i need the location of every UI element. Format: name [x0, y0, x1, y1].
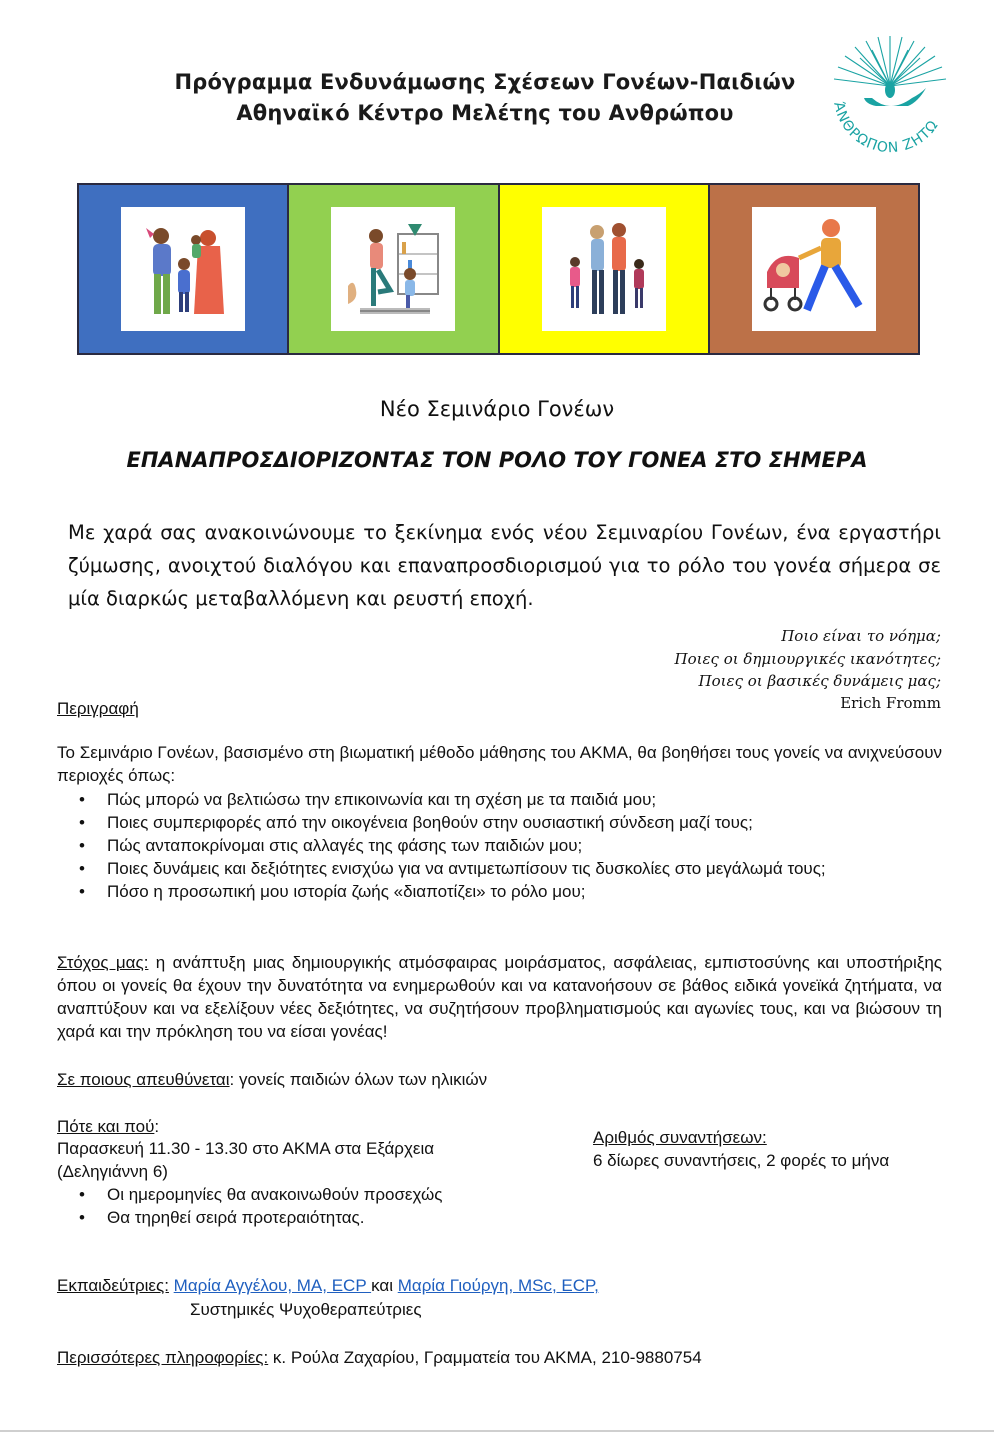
schedule-line: Παρασκευή 11.30 - 13.30 στο ΑΚΜΑ στα Εξάρχεια: [57, 1139, 435, 1158]
banner-tile-brown: [710, 185, 918, 353]
quote-line-2: Ποιες οι δημιουργικές ικανότητες;: [674, 650, 941, 668]
meetings-heading: Αριθμός συναντήσεων:: [593, 1128, 767, 1147]
list-item: • Πώς μπορώ να βελτιώσω την επικοινωνία και τη σχέση με τα παιδιά μου;: [57, 788, 942, 811]
description-text: Το Σεμινάριο Γονέων, βασισμένο στη βιωματική μέθοδο μάθησης του ΑΚΜΑ, θα βοηθήσει τους γονείς να ανιχνεύσουν περιοχές όπως:: [57, 743, 942, 785]
image-banner: [77, 183, 920, 355]
when-where-heading-line: [57, 1115, 159, 1138]
organization-name: Αθηναϊκό Κέντρο Μελέτης του Ανθρώπου: [236, 101, 734, 125]
banner-tile-green: [289, 185, 499, 353]
address-line: (Δεληγιάννη 6): [57, 1162, 168, 1181]
goal-text: η ανάπτυξη μιας δημιουργικής ατμόσφαιρας μοιράσματος, ασφάλειας, εμπιστοσύνης και υποστήριξης όπου οι γονείς θα έχουν την δυνατότητα να ενημερωθούν και να κατανοήσουν σε βάθος ειδικά γονεϊκά ζητήματα, να αναπτύξουν και να εξελίξουν νέες δεξιότητες, να συζητήσουν προβληματισμούς και αγωνίες τους, και να βιώσουν τη χαρά και την πρόκληση του να είσαι γονέας!: [57, 953, 942, 1041]
parent-child-yoga-illustration-icon: [331, 207, 455, 331]
goal-paragraph: [57, 951, 942, 1043]
goal-heading: Στόχος μας:: [57, 953, 149, 972]
contact-heading: Περισσότερες πληροφορίες:: [57, 1348, 269, 1367]
description-bullet-list: [57, 788, 942, 903]
list-item: • Πώς ανταποκρίνομαι στις αλλαγές της φάσης των παιδιών μου;: [57, 834, 942, 857]
description-heading: Περιγραφή: [57, 699, 139, 718]
quote-author: Erich Fromm: [840, 694, 941, 712]
lamp-logo-icon: [820, 28, 960, 158]
meetings-text: 6 δίωρες συναντήσεις, 2 φορές το μήνα: [593, 1151, 890, 1170]
family-hug-illustration-icon: [121, 207, 245, 331]
list-item: • Ποιες συμπεριφορές από την οικογένεια βοηθούν στην ουσιαστική σύνδεση μαζί τους;: [57, 811, 942, 834]
banner-tile-blue: [79, 185, 289, 353]
list-item: • Ποιες δυνάμεις και δεξιότητες ενισχύω για να αντιμετωπίσουν τις δυσκολίες στο μεγάλωμά τους;: [57, 857, 942, 880]
quote-line-3: Ποιες οι βασικές δυνάμεις μας;: [698, 672, 941, 690]
trainers-role: Συστημικές Ψυχοθεραπεύτριες: [190, 1300, 422, 1319]
father-stroller-illustration-icon: [752, 207, 876, 331]
schedule-bullet-list: [57, 1183, 537, 1229]
when-where-colon: :: [154, 1117, 160, 1136]
contact-line: [57, 1346, 702, 1369]
banner-tile-yellow: [500, 185, 710, 353]
trainers-line: [57, 1274, 599, 1297]
logo-motto: ΆΝΘΡΩΠΟΝ ΖΗΤΩ: [830, 100, 942, 157]
trainer-link-2[interactable]: Μαρία Γιούργη, MSc, ECP,: [397, 1276, 599, 1295]
contact-text: κ. Ρούλα Ζαχαρίου, Γραμματεία του ΑΚΜΑ, 210-9880754: [268, 1348, 702, 1367]
trainer-link-1[interactable]: Μαρία Αγγέλου, ΜΑ, ECP: [173, 1276, 372, 1295]
intro-paragraph: Με χαρά σας ανακοινώνουμε το ξεκίνημα ενός νέου Σεμιναρίου Γονέων, ένα εργαστήρι ζύμωσης, ανοιχτού διαλόγου και επαναπροσδιορισμού για το ρόλο του γονέα σήμερα σε μία διαρκώς μεταβαλλόμενη και ρευστή εποχή.: [68, 521, 941, 610]
audience-heading: Σε ποιους απευθύνεται: [57, 1070, 230, 1089]
list-item: • Πόσο η προσωπική μου ιστορία ζωής «διαποτίζει» το ρόλο μου;: [57, 880, 942, 903]
seminar-title: ΕΠΑΝΑΠΡΟΣΔΙΟΡΙΖΟΝΤΑΣ ΤΟΝ ΡΟΛΟ ΤΟΥ ΓΟΝΕΑ ΣΤΟ ΣΗΜΕΡΑ: [126, 448, 868, 472]
trainers-heading: Εκπαιδεύτριες:: [57, 1276, 169, 1295]
list-item: • Θα τηρηθεί σειρά προτεραιότητας.: [57, 1206, 537, 1229]
seminar-subtitle: Νέο Σεμινάριο Γονέων: [379, 397, 615, 421]
when-where-heading: Πότε και πού: [57, 1117, 155, 1136]
program-title: Πρόγραμμα Ενδυνάμωσης Σχέσεων Γονέων-Παιδιών: [174, 70, 796, 94]
quote-line-1: Ποιο είναι το νόημα;: [781, 627, 941, 645]
trainers-and: και: [371, 1276, 398, 1295]
audience-line: [57, 1068, 487, 1091]
list-item: • Οι ημερομηνίες θα ανακοινωθούν προσεχώς: [57, 1183, 537, 1206]
page-bottom-divider: [0, 1430, 994, 1432]
svg-text:ΆΝΘΡΩΠΟΝ ΖΗΤΩ: [830, 100, 942, 156]
audience-text: : γονείς παιδιών όλων των ηλικιών: [229, 1070, 488, 1089]
family-standing-illustration-icon: [542, 207, 666, 331]
